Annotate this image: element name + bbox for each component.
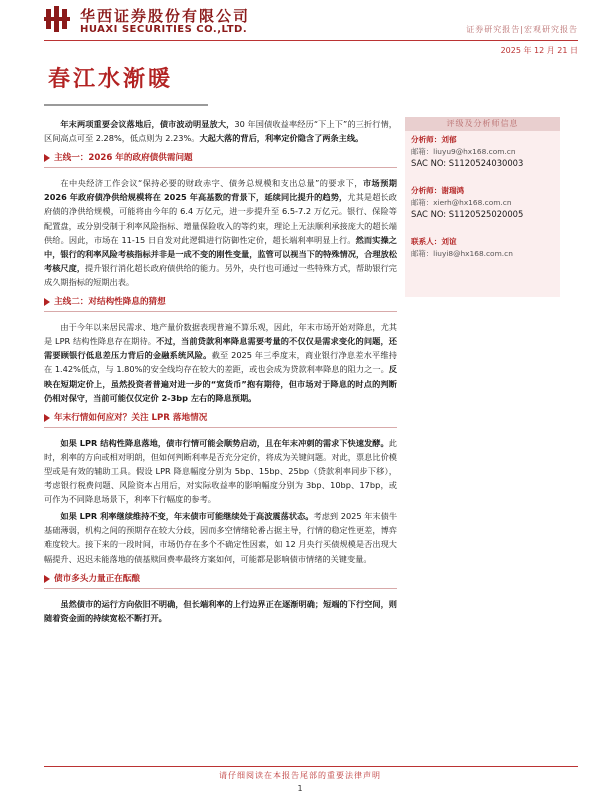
section-heading-text: 主线一：2026 年的政府债供需问题	[54, 153, 193, 164]
footer-divider	[44, 766, 578, 767]
body-paragraph	[44, 320, 397, 405]
text-run: 市场预期 2026 年政府债净供给规模将在 2025 年高基数的背景下，延续同比提升的趋势，	[44, 178, 397, 203]
page-number: 1	[297, 784, 303, 793]
section-heading-text: 主线二：对结构性降息的猜想	[54, 297, 166, 308]
text-run: 考虑到 2025 年末债牛基础薄弱，机构之间的预期存在较大分歧，因而多空情绪轮番占据主导，行情的稳定性更差，博弈难度较大。接下来的一段时间，市场仍存在多个不确定性因素，如 12 月央行买债规模是否出现大幅提升、迟迟未能落地的债基赎回费率最终方案如何，可能都是影响债市情绪的关键变量。	[44, 511, 398, 564]
section-heading	[44, 572, 397, 589]
body-paragraph	[44, 176, 397, 289]
huaxi-logo-icon	[44, 6, 70, 32]
section-heading	[44, 295, 397, 312]
analyst-card	[405, 131, 560, 170]
report-type: 证券研究报告|宏观研究报告	[466, 25, 578, 34]
section-heading	[44, 151, 397, 168]
text-run: 提升银行消化超长政府债供给的能力。另外，央行也可通过一些特殊方式，帮助银行完成久期指标的短期出表。	[44, 262, 397, 287]
analyst-sac: SAC NO: S1120524030003	[411, 158, 524, 168]
body-paragraph	[44, 436, 397, 506]
analyst-card	[405, 182, 560, 221]
analyst-name: 分析师：谢瑞鸿	[411, 186, 465, 195]
text-run: 尤其是超长政府债的净供给规模，可能将由今年的 6.4 万亿元，进一步提升至 6.5-7.2 万亿元。银行、保险等配置盘，或分别受制于利率风险指标、增量保险收入的等约束，理论上无法顺利承接庞大的超长端供给。因此，市场在 11-15 日自发对此逻辑进行防御性定价，超长端利率明显上行。	[44, 192, 397, 245]
section-heading-text: 年末行情如何应对？关注 LPR 落地情况	[54, 412, 208, 423]
analyst-sac: SAC NO: S1120525020005	[411, 209, 524, 219]
arrow-icon	[44, 575, 50, 583]
contact-email[interactable]: 邮箱：liuyi8@hx168.com.cn	[411, 249, 513, 258]
text-run: 截至 2025 年三季度末，商业银行净息差水平维持在 1.42%低点，与 1.80%的安全线均存在较大的差距，或也会成为贷款利率降息的阻力之一。	[44, 350, 397, 375]
text-run: 如果 LPR 结构性降息落地，债市行情可能会顺势启动，且在年末冲刺的需求下快速发酵。	[60, 437, 389, 448]
text-run: 如果 LPR 利率继续维持不变，年末债市可能继续处于高波震荡状态。	[60, 511, 314, 522]
section-heading-text: 债市多头力量正在酝酿	[54, 573, 140, 584]
company-name-en: HUAXI SECURITIES CO.,LTD.	[80, 24, 248, 35]
body-paragraph	[44, 509, 397, 565]
analyst-email[interactable]: 邮箱：liuyu9@hx168.com.cn	[411, 147, 516, 156]
contact-name: 联系人：刘谊	[411, 237, 457, 246]
text-run: 虽然债市的运行方向依旧不明确，但长端利率的上行边界正在逐渐明确；短端的下行空间，则随着资金面的持续宽松不断打开。	[44, 598, 397, 623]
text-run: 由于今年以来居民需求、地产量价数据表现普遍不算乐观，因此，年末市场开始对降息，尤其是 LPR 结构性降息存在期待。	[44, 322, 397, 347]
report-body	[44, 117, 397, 628]
report-date: 2025 年 12 月 21 日	[500, 46, 578, 55]
header-divider	[44, 40, 578, 41]
arrow-icon	[44, 414, 50, 422]
analyst-name: 分析师：刘郁	[411, 135, 457, 144]
text-run: 在中央经济工作会议“保持必要的财政赤字、债务总规模和支出总量”的要求下，	[60, 178, 363, 189]
text-run: 然而实操之中，银行的利率风险考核指标并非是一成不变的刚性变量，监管可以视当下的特殊情况，合理放松考核尺度，	[44, 234, 397, 273]
analyst-sidebar	[405, 117, 560, 297]
title-divider	[44, 104, 208, 106]
lead-emphasis: 大起大落的背后，利率定价隐含了两条主线。	[199, 133, 364, 144]
legal-notice: 请仔细阅读在本报告尾部的重要法律声明	[219, 771, 381, 780]
body-paragraph	[44, 597, 397, 625]
analyst-email[interactable]: 邮箱：xierh@hx168.com.cn	[411, 198, 512, 207]
arrow-icon	[44, 154, 50, 162]
lead-paragraph	[44, 117, 397, 145]
arrow-icon	[44, 298, 50, 306]
section-heading	[44, 411, 397, 428]
text-run: 反映在短期定价上，虽然投资者普遍对进一步的“宽货币”抱有期待，但市场对于降息的时点的判断仍相对保守，当前可能仅仅定价 2-3bp 左右的降息预期。	[44, 364, 397, 403]
company-name-cn: 华西证券股份有限公司	[80, 7, 251, 25]
text-run: 不过，当前贷款利率降息需要考量的不仅仅是需求变化的问题，还需要顾银行低息差压力背后的金融系统风险。	[44, 336, 397, 361]
sidebar-title: 评级及分析师信息	[405, 117, 560, 131]
page-header	[0, 0, 600, 60]
contact-card	[405, 233, 560, 259]
lead-text: 年末两项重要会议落地后，债市波动明显放大，	[60, 119, 235, 129]
text-run: 此时，利率的方向或相对明朗，但如何判断利率是否充分定价，将成为关键问题。对此，票息比价模型或是有效的辅助工具。假设 LPR 降息幅度分别为 5bp、15bp、25bp（贷款利率同步下移），考虑银行税费问题、风险资本占用后，对实际收益率的影响幅度分别为 3bp、10bp、17bp，或可作为不同降息场景下，利率下行幅度的参考。	[44, 437, 397, 505]
lead-text-2: 30 年国债收益率经历“下上下”的三折行情，区间高点可至 2.28%，低点则为 2.23%。	[44, 119, 397, 144]
page-title: 春江水渐暖	[48, 66, 174, 92]
